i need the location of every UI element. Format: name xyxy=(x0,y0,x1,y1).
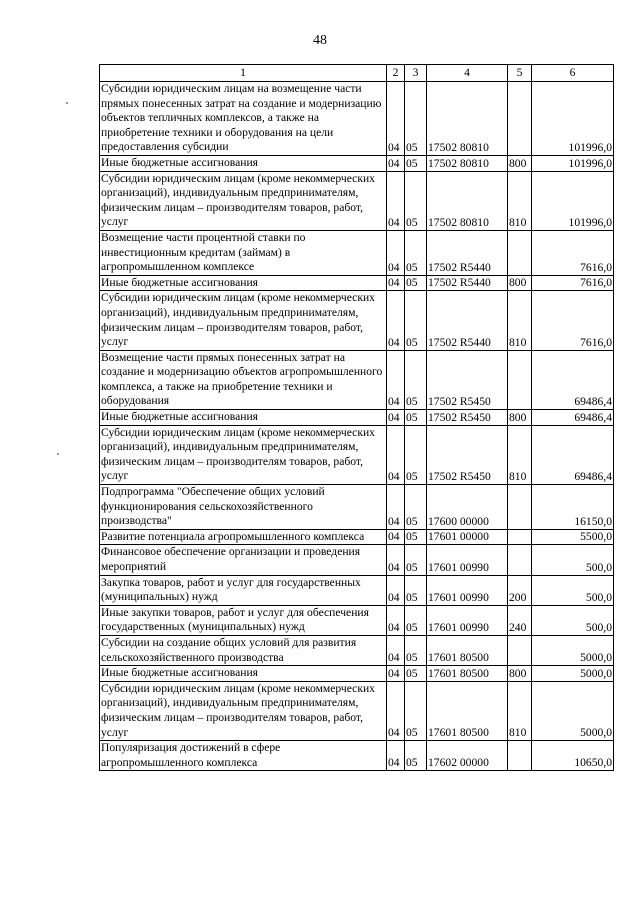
amount: 5000,0 xyxy=(532,635,614,665)
target-article-code: 17502 R5450 xyxy=(427,350,508,409)
table-header-row xyxy=(100,65,614,82)
amount: 69486,4 xyxy=(532,410,614,426)
table-row xyxy=(100,171,614,230)
scan-speck xyxy=(57,453,59,455)
amount: 7616,0 xyxy=(532,275,614,291)
subsection-code: 05 xyxy=(405,666,427,682)
subsection-code: 05 xyxy=(405,410,427,426)
subsection-code: 05 xyxy=(405,741,427,771)
section-code: 04 xyxy=(387,82,405,156)
section-code: 04 xyxy=(387,275,405,291)
column-header: 6 xyxy=(532,65,614,82)
target-article-code: 17601 80500 xyxy=(427,635,508,665)
expense-type-code xyxy=(508,82,532,156)
row-name: Иные бюджетные ассигнования xyxy=(100,410,387,426)
expense-type-code: 810 xyxy=(508,681,532,740)
section-code: 04 xyxy=(387,529,405,545)
table-row xyxy=(100,410,614,426)
column-header: 3 xyxy=(405,65,427,82)
row-name: Возмещение части процентной ставки по инвестиционным кредитам (займам) в агропромышленном комплексе xyxy=(100,230,387,275)
table-row xyxy=(100,291,614,350)
subsection-code: 05 xyxy=(405,230,427,275)
row-name: Иные бюджетные ассигнования xyxy=(100,666,387,682)
subsection-code: 05 xyxy=(405,681,427,740)
target-article-code: 17502 R5440 xyxy=(427,230,508,275)
subsection-code: 05 xyxy=(405,485,427,530)
row-name: Финансовое обеспечение организации и проведения мероприятий xyxy=(100,545,387,575)
expense-type-code: 240 xyxy=(508,605,532,635)
section-code: 04 xyxy=(387,545,405,575)
subsection-code: 05 xyxy=(405,545,427,575)
target-article-code: 17502 R5450 xyxy=(427,410,508,426)
table-row xyxy=(100,275,614,291)
amount: 7616,0 xyxy=(532,230,614,275)
section-code: 04 xyxy=(387,485,405,530)
row-name: Развитие потенциала агропромышленного комплекса xyxy=(100,529,387,545)
row-name: Иные бюджетные ассигнования xyxy=(100,155,387,171)
section-code: 04 xyxy=(387,605,405,635)
target-article-code: 17502 R5440 xyxy=(427,275,508,291)
section-code: 04 xyxy=(387,741,405,771)
amount: 500,0 xyxy=(532,605,614,635)
row-name: Субсидии юридическим лицам (кроме некоммерческих организаций), индивидуальным предпринимателям, физическим лицам – производителям товаров, работ, услуг xyxy=(100,171,387,230)
expense-type-code: 800 xyxy=(508,666,532,682)
table-row xyxy=(100,681,614,740)
expense-type-code xyxy=(508,485,532,530)
table-row xyxy=(100,605,614,635)
table-row xyxy=(100,741,614,771)
subsection-code: 05 xyxy=(405,635,427,665)
section-code: 04 xyxy=(387,171,405,230)
row-name: Иные закупки товаров, работ и услуг для обеспечения государственных (муниципальных) нужд xyxy=(100,605,387,635)
target-article-code: 17602 00000 xyxy=(427,741,508,771)
section-code: 04 xyxy=(387,155,405,171)
amount: 69486,4 xyxy=(532,350,614,409)
expense-type-code xyxy=(508,741,532,771)
column-header: 5 xyxy=(508,65,532,82)
section-code: 04 xyxy=(387,230,405,275)
amount: 7616,0 xyxy=(532,291,614,350)
table-row xyxy=(100,230,614,275)
table-row xyxy=(100,155,614,171)
expense-type-code xyxy=(508,635,532,665)
row-name: Подпрограмма "Обеспечение общих условий функционирования сельскохозяйственного производства" xyxy=(100,485,387,530)
table-row xyxy=(100,666,614,682)
subsection-code: 05 xyxy=(405,155,427,171)
target-article-code: 17601 80500 xyxy=(427,681,508,740)
expense-type-code xyxy=(508,350,532,409)
table-row xyxy=(100,350,614,409)
column-header: 1 xyxy=(100,65,387,82)
row-name: Субсидии юридическим лицам на возмещение части прямых понесенных затрат на создание и модернизацию объектов тепличных комплексов, а также на приобретение техники и оборудования на цели предоставления субсидии xyxy=(100,82,387,156)
subsection-code: 05 xyxy=(405,605,427,635)
expense-type-code: 810 xyxy=(508,291,532,350)
subsection-code: 05 xyxy=(405,291,427,350)
section-code: 04 xyxy=(387,350,405,409)
column-header: 2 xyxy=(387,65,405,82)
target-article-code: 17502 80810 xyxy=(427,155,508,171)
amount: 10650,0 xyxy=(532,741,614,771)
expense-type-code: 810 xyxy=(508,171,532,230)
row-name: Субсидии юридическим лицам (кроме некоммерческих организаций), индивидуальным предпринимателям, физическим лицам – производителям товаров, работ, услуг xyxy=(100,681,387,740)
table-row xyxy=(100,545,614,575)
scan-speck xyxy=(66,102,68,104)
target-article-code: 17502 R5450 xyxy=(427,425,508,484)
section-code: 04 xyxy=(387,291,405,350)
row-name: Субсидии на создание общих условий для развития сельскохозяйственного производства xyxy=(100,635,387,665)
subsection-code: 05 xyxy=(405,275,427,291)
expense-type-code: 800 xyxy=(508,275,532,291)
amount: 101996,0 xyxy=(532,171,614,230)
subsection-code: 05 xyxy=(405,350,427,409)
expense-type-code xyxy=(508,230,532,275)
target-article-code: 17601 00990 xyxy=(427,575,508,605)
amount: 500,0 xyxy=(532,575,614,605)
table-row xyxy=(100,635,614,665)
row-name: Закупка товаров, работ и услуг для государственных (муниципальных) нужд xyxy=(100,575,387,605)
target-article-code: 17601 00990 xyxy=(427,605,508,635)
row-name: Субсидии юридическим лицам (кроме некоммерческих организаций), индивидуальным предпринимателям, физическим лицам – производителям товаров, работ, услуг xyxy=(100,291,387,350)
subsection-code: 05 xyxy=(405,575,427,605)
expense-type-code xyxy=(508,545,532,575)
table-row xyxy=(100,529,614,545)
target-article-code: 17502 80810 xyxy=(427,82,508,156)
amount: 101996,0 xyxy=(532,155,614,171)
row-name: Возмещение части прямых понесенных затрат на создание и модернизацию объектов агропромышленного комплекса, а также на приобретение техники и оборудования xyxy=(100,350,387,409)
expense-type-code: 800 xyxy=(508,410,532,426)
expense-type-code: 810 xyxy=(508,425,532,484)
target-article-code: 17502 R5440 xyxy=(427,291,508,350)
column-header: 4 xyxy=(427,65,508,82)
amount: 69486,4 xyxy=(532,425,614,484)
target-article-code: 17502 80810 xyxy=(427,171,508,230)
amount: 5000,0 xyxy=(532,666,614,682)
subsection-code: 05 xyxy=(405,82,427,156)
budget-table xyxy=(99,64,614,771)
section-code: 04 xyxy=(387,410,405,426)
section-code: 04 xyxy=(387,425,405,484)
expense-type-code: 800 xyxy=(508,155,532,171)
section-code: 04 xyxy=(387,635,405,665)
section-code: 04 xyxy=(387,681,405,740)
section-code: 04 xyxy=(387,666,405,682)
target-article-code: 17601 00000 xyxy=(427,529,508,545)
table-row xyxy=(100,425,614,484)
amount: 5500,0 xyxy=(532,529,614,545)
table-row xyxy=(100,575,614,605)
target-article-code: 17601 00990 xyxy=(427,545,508,575)
table-row xyxy=(100,485,614,530)
expense-type-code xyxy=(508,529,532,545)
expense-type-code: 200 xyxy=(508,575,532,605)
row-name: Иные бюджетные ассигнования xyxy=(100,275,387,291)
subsection-code: 05 xyxy=(405,425,427,484)
amount: 16150,0 xyxy=(532,485,614,530)
row-name: Популяризация достижений в сфере агропромышленного комплекса xyxy=(100,741,387,771)
page-number: 48 xyxy=(313,33,327,48)
row-name: Субсидии юридическим лицам (кроме некоммерческих организаций), индивидуальным предпринимателям, физическим лицам – производителям товаров, работ, услуг xyxy=(100,425,387,484)
amount: 500,0 xyxy=(532,545,614,575)
table-row xyxy=(100,82,614,156)
target-article-code: 17600 00000 xyxy=(427,485,508,530)
section-code: 04 xyxy=(387,575,405,605)
subsection-code: 05 xyxy=(405,171,427,230)
amount: 5000,0 xyxy=(532,681,614,740)
target-article-code: 17601 80500 xyxy=(427,666,508,682)
amount: 101996,0 xyxy=(532,82,614,156)
subsection-code: 05 xyxy=(405,529,427,545)
